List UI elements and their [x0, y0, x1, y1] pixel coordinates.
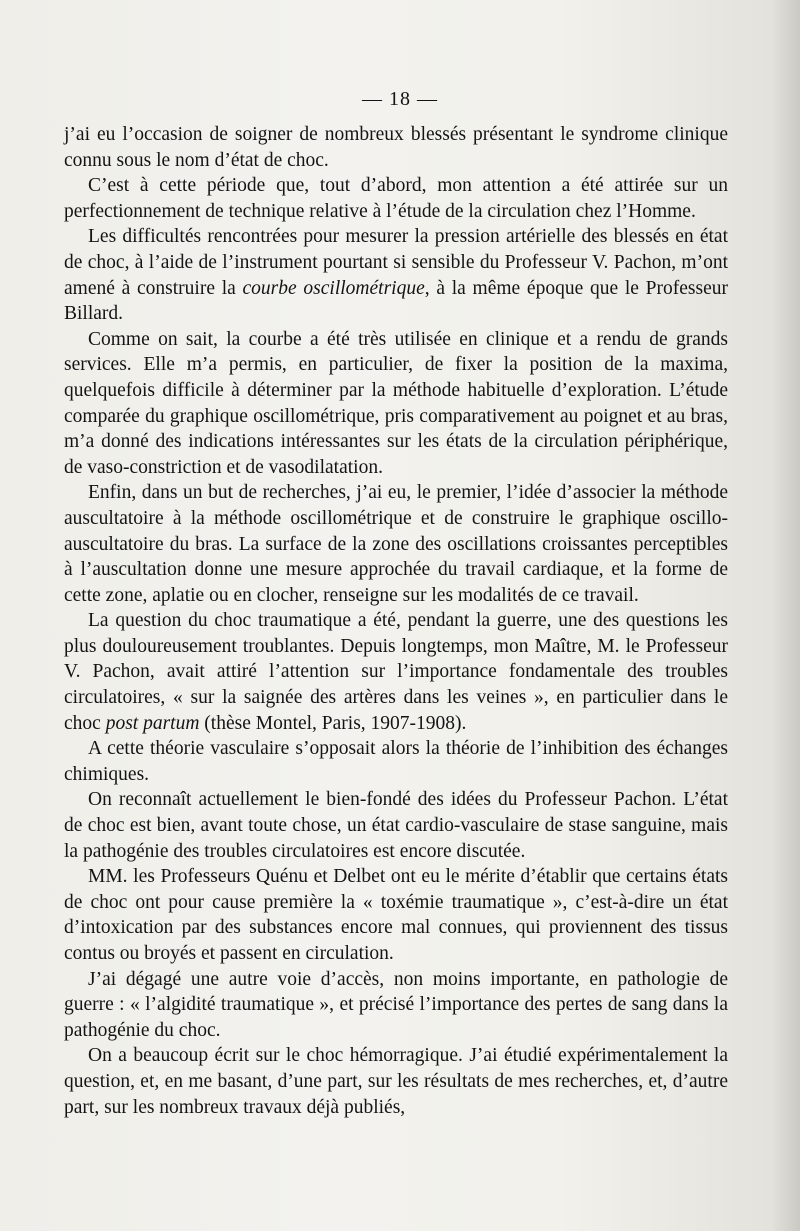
- page-number: — 18 —: [362, 88, 438, 110]
- paragraph-text: (thèse Montel, Paris, 1907-1908).: [199, 712, 467, 734]
- paragraph: [64, 864, 728, 966]
- italic-term: courbe oscillométrique: [242, 277, 425, 299]
- paragraph-text: J’ai dégagé une autre voie d’accès, non moins importante, en pathologie de guerre : « l’algidité traumatique », et précisé l’importance des pertes de sang dans la pathogénie du choc.: [64, 968, 728, 1041]
- paragraph-text: Les difficultés rencontrées pour mesurer la pression artérielle des blessés en état de choc, à l’aide de l’instrument pourtant si sensible du Professeur V. Pachon, m’ont amené à construire la: [64, 226, 728, 299]
- paragraph-text: On a beaucoup écrit sur le choc hémorragique. J’ai étudié expérimentalement la question, et, en me basant, d’une part, sur les résultats de mes recherches, et, d’autre part, sur les nombreux travaux déjà publiés,: [64, 1045, 728, 1118]
- body-text: [64, 122, 728, 1120]
- paragraph-text: Enfin, dans un but de recherches, j’ai eu, le premier, l’idée d’associer la méthode auscultatoire à la méthode oscillométrique et de construire le graphique oscillo-auscultatoire du bras. La surface de la zone des oscillations croissantes perceptibles à l’auscultation donne une mesure approchée du travail cardiaque, et la forme de cette zone, aplatie ou en clocher, renseigne sur les modalités de ce travail.: [64, 482, 728, 606]
- paragraph: [64, 1043, 728, 1120]
- paragraph-text: Comme on sait, la courbe a été très utilisée en clinique et a rendu de grands services. Elle m’a permis, en particulier, de fixer la position de la maxima, quelquefois difficile à déterminer par la méthode habituelle d’exploration. L’étude comparée du graphique oscillométrique, pris comparativement au poignet et au bras, m’a donné des indications intéressantes sur les états de la circulation périphérique, de vaso-constriction et de vasodilatation.: [64, 328, 728, 478]
- paragraph: [64, 608, 728, 736]
- paragraph: [64, 173, 728, 224]
- paragraph-text: , à la même époque que le Professeur Billard.: [64, 277, 728, 325]
- paragraph: [64, 327, 728, 481]
- paragraph-text: A cette théorie vasculaire s’opposait alors la théorie de l’inhibition des échanges chimiques.: [64, 738, 728, 785]
- paragraph: [64, 224, 728, 326]
- paragraph-text: MM. les Professeurs Quénu et Delbet ont eu le mérite d’établir que certains états de choc ont pour cause première la « toxémie traumatique », c’est-à-dire un état d’intoxication par des substances encore mal connues, qui proviennent des tissus contus ou broyés et passent en circulation.: [64, 866, 728, 964]
- paragraph: [64, 480, 728, 608]
- paragraph-text: La question du choc traumatique a été, pendant la guerre, une des questions les plus douloureusement troublantes. Depuis longtemps, mon Maître, M. le Professeur V. Pachon, avait attiré l’attention sur l’importance fondamentale des troubles circulatoires, « sur la saignée des artères dans les veines », en particulier dans le choc: [64, 610, 728, 734]
- paragraph-text: j’ai eu l’occasion de soigner de nombreux blessés présentant le syndrome clinique connu sous le nom d’état de choc.: [64, 124, 728, 171]
- paragraph: [64, 736, 728, 787]
- page-edge-shadow: [770, 0, 800, 1231]
- paragraph: [64, 787, 728, 864]
- italic-term: post partum: [105, 712, 200, 734]
- paragraph: [64, 122, 728, 173]
- paragraph-text: On reconnaît actuellement le bien-fondé des idées du Professeur Pachon. L’état de choc est bien, avant toute chose, un état cardio-vasculaire de stase sanguine, mais la pathogénie des troubles circulatoires est encore discutée.: [64, 789, 728, 862]
- paragraph: [64, 967, 728, 1044]
- paragraph-text: C’est à cette période que, tout d’abord, mon attention a été attirée sur un perfectionnement de technique relative à l’étude de la circulation chez l’Homme.: [64, 175, 728, 222]
